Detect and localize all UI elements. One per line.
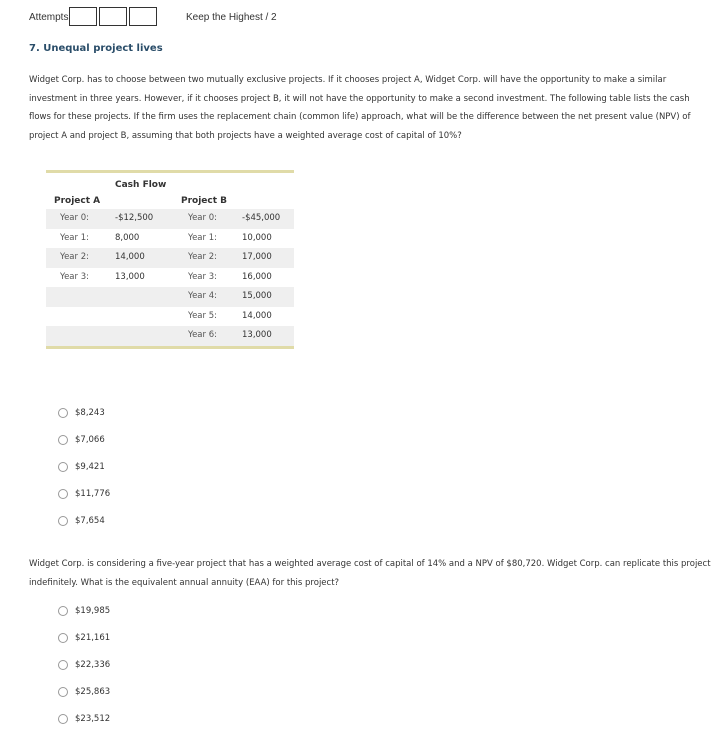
project-a-year-label: Year 3: [60,271,89,282]
table-row [46,326,294,346]
radio-button[interactable] [58,489,68,499]
question-1-option-4[interactable] [58,489,110,499]
question-title: 7. Unequal project lives [29,43,163,54]
project-b-year-label: Year 4: [188,291,217,301]
project-b-cash-flow: 13,000 [242,330,272,340]
project-b-year-label: Year 3: [188,271,217,282]
option-label: $9,421 [75,462,105,472]
project-b-year-label: Year 6: [188,330,217,340]
attempt-box-3 [129,7,157,26]
project-b-year-label: Year 5: [188,310,217,321]
project-a-cash-flow: 8,000 [115,232,140,243]
project-b-cash-flow: 10,000 [242,232,272,243]
project-b-cash-flow: 17,000 [242,252,272,262]
project-a-year-label: Year 0: [60,213,89,223]
project-a-year-label: Year 2: [60,252,89,262]
project-b-cash-flow: 14,000 [242,310,272,321]
table-row [46,209,294,229]
table-caption-row [46,173,294,191]
attempts-label: Attempts [29,12,69,23]
question-1-text: Widget Corp. has to choose between two mutually exclusive projects. If it chooses project A, Widget Corp. will have the opportunity to make a similar investment in three years. However, if it chooses project B, it will not have the opportunity to make a second investment. The following table lists the cash flows for these projects. If the firm uses the replacement chain (common life) approach, what will be the difference between the net present value (NPV) of project A and project B, assuming that both projects have a weighted average cost of capital of 10%? [29,75,691,141]
option-label: $22,336 [75,660,111,670]
table-row [46,229,294,249]
table-row [46,287,294,307]
radio-button[interactable] [58,660,68,670]
radio-button[interactable] [58,714,68,724]
radio-button[interactable] [58,633,68,643]
option-label: $7,066 [75,435,105,445]
project-b-header: Project B [181,196,228,206]
radio-button[interactable] [58,516,68,526]
table-header-row [46,191,294,209]
table-row [46,268,294,288]
project-b-cash-flow: -$45,000 [242,213,281,223]
cash-flow-caption: Cash Flow [115,180,167,190]
option-label: $11,776 [75,489,111,499]
option-label: $23,512 [75,714,111,724]
project-b-year-label: Year 1: [188,232,217,243]
option-label: $21,161 [75,633,111,643]
question-2-text: Widget Corp. is considering a five-year project that has a weighted average cost of capital of 14% and a NPV of $80,720. Widget Corp. can replicate this project indefinitely. What is the equivalent annual annuity (EAA) for this project? [29,559,711,588]
question-1-option-1[interactable] [58,408,105,418]
project-b-cash-flow: 16,000 [242,271,272,282]
project-b-cash-flow: 15,000 [242,291,272,301]
question-1-option-2[interactable] [58,435,105,445]
project-b-year-label: Year 0: [188,213,217,223]
cash-flow-table [46,170,294,349]
project-b-year-label: Year 2: [188,252,217,262]
attempt-box-2 [99,7,127,26]
table-row [46,248,294,268]
question-1-option-5[interactable] [58,516,105,526]
keep-highest-label: Keep the Highest / 2 [186,12,277,23]
option-label: $25,863 [75,687,111,697]
project-a-cash-flow: 14,000 [115,252,145,262]
project-a-cash-flow: -$12,500 [115,213,154,223]
question-2-option-1[interactable] [58,606,110,616]
question-2-option-2[interactable] [58,633,110,643]
project-a-cash-flow: 13,000 [115,271,145,282]
table-bottom-rule [46,346,294,349]
question-2-option-3[interactable] [58,660,110,670]
question-2-option-5[interactable] [58,714,110,724]
radio-button[interactable] [58,435,68,445]
attempt-box-1 [69,7,97,26]
option-label: $8,243 [75,408,105,418]
option-label: $7,654 [75,516,105,526]
radio-button[interactable] [58,408,68,418]
table-row [46,307,294,327]
question-2-option-4[interactable] [58,687,110,697]
option-label: $19,985 [75,606,111,616]
project-a-year-label: Year 1: [60,232,89,243]
project-a-header: Project A [54,196,101,206]
table-body [46,209,294,346]
question-1-option-3[interactable] [58,462,105,472]
radio-button[interactable] [58,687,68,697]
attempt-boxes [69,7,157,26]
radio-button[interactable] [58,606,68,616]
radio-button[interactable] [58,462,68,472]
